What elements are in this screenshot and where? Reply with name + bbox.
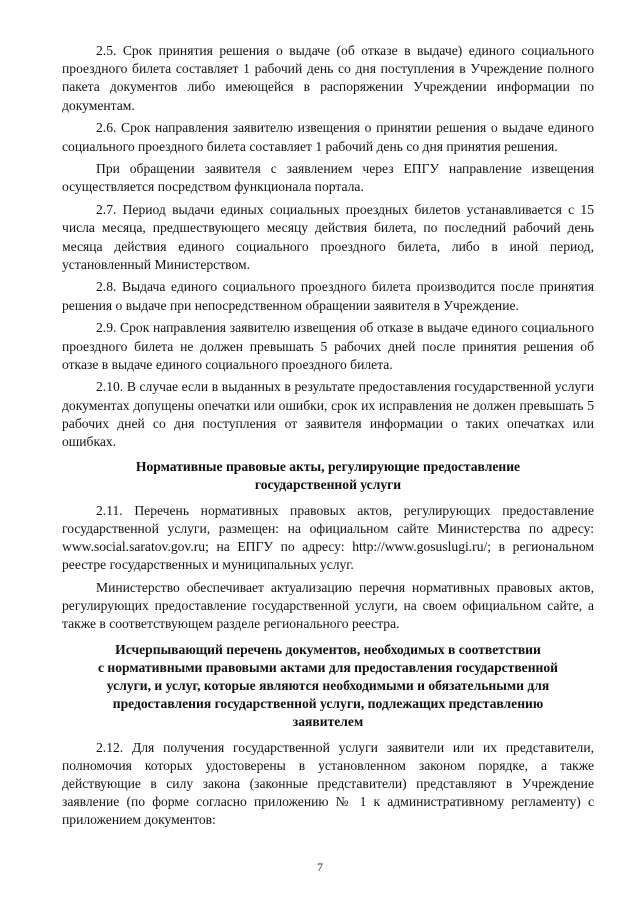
paragraph-2-9: 2.9. Срок направления заявителю извещения об отказе в выдаче единого социального проездного билета не должен превышать 5 рабочих дней после принятия решения об отказе в выдаче единого социального проездного билета. [62,320,594,372]
paragraph-2-12: 2.12. Для получения государственной услуги заявители или их представители, полномочия которых удостоверены в установленном законом порядке, а также действующие в силу закона (законные представители) представляют в Учреждение заявление (по форме согласно приложению № 1 к административному регламенту) с приложением документов: [62,739,594,828]
heading-line: Нормативные правовые акты, регулирующие предоставление [135,459,521,475]
heading-line: с нормативными правовыми актами для предоставления государственной [97,659,559,675]
paragraph-2-5: 2.5. Срок принятия решения о выдаче (об отказе в выдаче) единого социального проездного билета составляет 1 рабочий день со дня поступления в Учреждение полного пакета документов либо имеющейся в распоряжении Учреждении информации по документам. [62,43,594,113]
paragraph-2-8: 2.8. Выдача единого социального проездного билета производится после принятия решения о выдаче при непосредственном обращении заявителя в Учреждение. [62,279,594,313]
heading-line: государственной услуги [254,477,402,493]
paragraph-ministry-update: Министерство обеспечивает актуализацию перечня нормативных правовых актов, регулирующих предоставление государственной услуги, на своем официальном сайте, а также в соответствующем разделе регионального реестра. [62,579,594,632]
paragraph-2-6: 2.6. Срок направления заявителю извещения о принятии решения о выдаче единого социального проездного билета составляет 1 рабочий день со дня принятия решения. [62,120,594,154]
paragraph-epgu-notice: При обращении заявителя с заявлением через ЕПГУ направление извещения осуществляется посредством функционала портала. [62,161,594,195]
paragraph-2-11: 2.11. Перечень нормативных правовых актов, регулирующих предоставление государственной услуги, размещен: на официальном сайте Министерства по адресу: www.social.saratov.gov.ru; на ЕПГУ по адресу: http://www.gosuslugi.ru/; в региональном реестре государственных и муниципальных услуг. [62,502,594,573]
heading-line: услуги, и услуг, которые являются необходимыми и обязательными для [106,678,550,693]
heading-line: заявителем [292,714,364,730]
heading-line: Исчерпывающий перечень документов, необходимых в соответствии [115,641,541,657]
paragraph-2-10: 2.10. В случае если в выданных в результате предоставления государственной услуги документах допущены опечатки или ошибки, срок их исправления не должен превышать 5 рабочих дней со дня поступления от заявителя информации о таких опечатках или ошибках. [62,379,594,450]
section-heading-legal-acts [62,458,594,494]
page-number: 7 [317,860,323,874]
paragraph-2-7: 2.7. Период выдачи единых социальных проездных билетов устанавливается с 15 числа месяца, предшествующего месяцу действия билета, по последний рабочий день месяца действия единого социального проездного билета, либо в иной период, установленный Министерством. [62,202,594,272]
document-body [62,42,594,834]
section-heading-documents-list [62,641,594,732]
heading-line: предоставления государственной услуги, подлежащих представлению [112,696,544,712]
